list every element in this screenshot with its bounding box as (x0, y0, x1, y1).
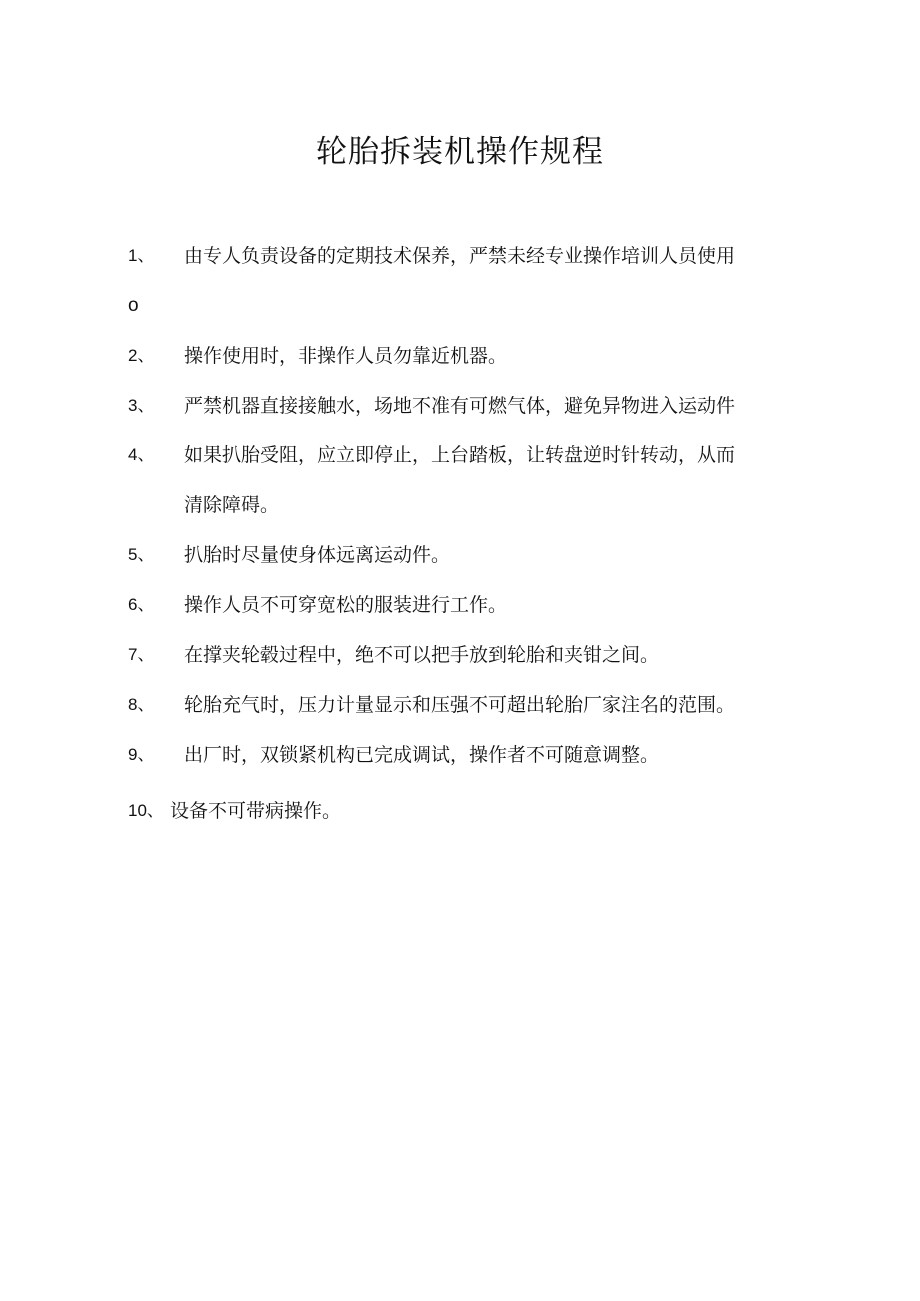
item-text: 扒胎时尽量使身体远离运动件。 (184, 544, 451, 566)
item-text: 在撑夹轮毂过程中，绝不可以把手放到轮胎和夹钳之间。 (184, 644, 660, 666)
item-text: 操作人员不可穿宽松的服装进行工作。 (184, 594, 508, 616)
item-text: 严禁机器直接接触水，场地不准有可燃气体，避免异物进入运动件 (184, 395, 736, 417)
item-number: 4、 (128, 445, 155, 464)
item-number: 7、 (128, 645, 155, 664)
item-number: 2、 (128, 346, 155, 365)
item-text: 如果扒胎受阻，应立即停止，上台踏板，让转盘逆时针转动，从而 (184, 444, 736, 466)
item-text: 由专人负责设备的定期技术保养，严禁未经专业操作培训人员使用 (184, 245, 736, 267)
item-number: 3、 (128, 396, 155, 415)
item-number: 1、 (128, 246, 155, 265)
item-text-continuation: 清除障碍。 (184, 494, 280, 516)
item-text: 出厂时，双锁紧机构已完成调试，操作者不可随意调整。 (184, 744, 660, 766)
item-number: 6、 (128, 595, 155, 614)
item-text: 轮胎充气时，压力计量显示和压强不可超出轮胎厂家注名的范围。 (184, 694, 736, 716)
item-text: 设备不可带病操作。 (170, 800, 342, 822)
item-number: 8、 (128, 695, 155, 714)
item-number: 5、 (128, 545, 155, 564)
item-number: 10、 (128, 801, 164, 820)
document-title: 轮胎拆装机操作规程 (316, 134, 604, 170)
item-text: 操作使用时，非操作人员勿靠近机器。 (184, 345, 508, 367)
item-text-continuation: o (128, 295, 139, 316)
item-number: 9、 (128, 745, 155, 764)
